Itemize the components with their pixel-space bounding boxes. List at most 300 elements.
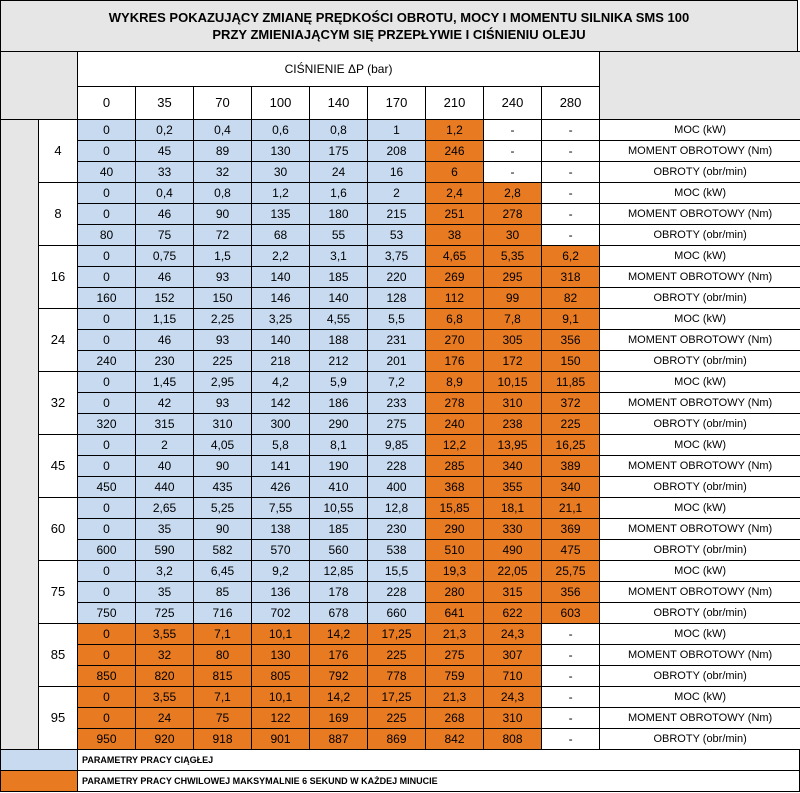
table-cell: 230 [368, 519, 426, 540]
table-cell: 80 [78, 225, 136, 246]
flow-value: 4 [39, 120, 78, 183]
table-cell: 172 [484, 351, 542, 372]
table-cell: 225 [368, 708, 426, 729]
table-cell: - [542, 183, 600, 204]
table-cell: 75 [136, 225, 194, 246]
table-cell: - [542, 120, 600, 141]
table-cell: 99 [484, 288, 542, 309]
table-cell: 0,8 [194, 183, 252, 204]
pressure-col-header: 240 [484, 87, 542, 120]
table-cell: 2,95 [194, 372, 252, 393]
table-cell: 355 [484, 477, 542, 498]
flow-value: 24 [39, 309, 78, 372]
table-cell: 0,4 [136, 183, 194, 204]
unit-label: OBROTY (obr/min) [600, 351, 800, 372]
table-cell: 12,8 [368, 498, 426, 519]
table-cell: 1,2 [426, 120, 484, 141]
flow-value: 16 [39, 246, 78, 309]
table-cell: 0 [78, 204, 136, 225]
table-cell: 141 [252, 456, 310, 477]
table-cell: 8,9 [426, 372, 484, 393]
table-cell: 805 [252, 666, 310, 687]
table-row [1, 540, 800, 561]
table-cell: 178 [310, 582, 368, 603]
table-cell: 0,4 [194, 120, 252, 141]
chart-title [0, 0, 798, 51]
table-cell: 190 [310, 456, 368, 477]
table-cell: 410 [310, 477, 368, 498]
table-cell: 280 [426, 582, 484, 603]
table-cell: 450 [78, 477, 136, 498]
table-cell: 30 [484, 225, 542, 246]
table-cell: 560 [310, 540, 368, 561]
table-cell: 89 [194, 141, 252, 162]
table-cell: - [542, 729, 600, 750]
table-cell: 9,2 [252, 561, 310, 582]
table-cell: 0 [78, 687, 136, 708]
table-cell: 6,45 [194, 561, 252, 582]
table-cell: 7,1 [194, 624, 252, 645]
table-cell: 160 [78, 288, 136, 309]
table-cell: 435 [194, 477, 252, 498]
table-cell: 7,55 [252, 498, 310, 519]
table-cell: 0 [78, 246, 136, 267]
table-cell: 3,55 [136, 624, 194, 645]
unit-label: MOC (kW) [600, 687, 800, 708]
table-cell: 10,15 [484, 372, 542, 393]
table-cell: 475 [542, 540, 600, 561]
table-cell: 901 [252, 729, 310, 750]
unit-label: MOMENT OBROTOWY (Nm) [600, 267, 800, 288]
table-cell: - [542, 708, 600, 729]
table-cell: 0 [78, 561, 136, 582]
table-cell: - [542, 645, 600, 666]
table-cell: 750 [78, 603, 136, 624]
flow-axis-cell [1, 120, 39, 750]
table-cell: 4,2 [252, 372, 310, 393]
table-cell: 6,8 [426, 309, 484, 330]
table-cell: 53 [368, 225, 426, 246]
table-cell: 140 [310, 288, 368, 309]
unit-label: MOC (kW) [600, 372, 800, 393]
table-cell: 201 [368, 351, 426, 372]
table-cell: 340 [484, 456, 542, 477]
legend-text-intermittent: PARAMETRY PRACY CHWILOWEJ MAKSYMALNIE 6 SEKUND W KAŻDEJ MINUCIE [78, 771, 800, 792]
table-cell: 290 [426, 519, 484, 540]
table-row [1, 351, 800, 372]
table-cell: 128 [368, 288, 426, 309]
table-cell: 112 [426, 288, 484, 309]
table-cell: 22,05 [484, 561, 542, 582]
table-cell: 275 [368, 414, 426, 435]
table-cell: - [484, 162, 542, 183]
table-row [1, 687, 800, 708]
table-cell: 0 [78, 330, 136, 351]
table-cell: 850 [78, 666, 136, 687]
unit-label: MOMENT OBROTOWY (Nm) [600, 393, 800, 414]
table-cell: 278 [426, 393, 484, 414]
table-cell: 920 [136, 729, 194, 750]
table-cell: 759 [426, 666, 484, 687]
table-cell: 42 [136, 393, 194, 414]
legend-swatch-intermittent [1, 771, 78, 792]
performance-table [0, 51, 800, 750]
table-cell: - [484, 141, 542, 162]
title-line-2: PRZY ZMIENIAJĄCYM SIĘ PRZEPŁYWIE I CIŚNIENIU OLEJU [212, 27, 586, 42]
table-cell: - [542, 204, 600, 225]
table-cell: 0 [78, 582, 136, 603]
table-cell: 169 [310, 708, 368, 729]
table-cell: 40 [136, 456, 194, 477]
table-cell: 122 [252, 708, 310, 729]
table-cell: 46 [136, 330, 194, 351]
table-cell: 7,2 [368, 372, 426, 393]
unit-label: OBROTY (obr/min) [600, 603, 800, 624]
table-cell: 225 [194, 351, 252, 372]
table-cell: 5,9 [310, 372, 368, 393]
table-cell: 225 [368, 645, 426, 666]
table-cell: 150 [194, 288, 252, 309]
table-cell: 0 [78, 183, 136, 204]
table-row [1, 225, 800, 246]
table-cell: 85 [194, 582, 252, 603]
table-cell: 135 [252, 204, 310, 225]
unit-label: OBROTY (obr/min) [600, 288, 800, 309]
table-cell: - [542, 687, 600, 708]
flow-value: 60 [39, 498, 78, 561]
table-cell: 7,1 [194, 687, 252, 708]
legend-swatch-continuous [1, 750, 78, 771]
table-cell: 3,75 [368, 246, 426, 267]
table-cell: 315 [484, 582, 542, 603]
legend [0, 749, 800, 792]
table-cell: 7,8 [484, 309, 542, 330]
table-cell: 176 [426, 351, 484, 372]
table-cell: 15,5 [368, 561, 426, 582]
unit-label: MOC (kW) [600, 309, 800, 330]
table-cell: 0 [78, 309, 136, 330]
table-cell: 622 [484, 603, 542, 624]
table-cell: 710 [484, 666, 542, 687]
unit-label: OBROTY (obr/min) [600, 162, 800, 183]
table-row [1, 519, 800, 540]
table-cell: 75 [194, 708, 252, 729]
table-cell: 5,8 [252, 435, 310, 456]
table-cell: 24 [310, 162, 368, 183]
table-cell: 0 [78, 645, 136, 666]
table-cell: 10,55 [310, 498, 368, 519]
table-cell: 46 [136, 267, 194, 288]
table-cell: 820 [136, 666, 194, 687]
table-cell: 230 [136, 351, 194, 372]
table-cell: 0,75 [136, 246, 194, 267]
table-cell: 10,1 [252, 687, 310, 708]
table-cell: 142 [252, 393, 310, 414]
table-cell: 238 [484, 414, 542, 435]
table-cell: 130 [252, 645, 310, 666]
table-cell: 24 [136, 708, 194, 729]
table-cell: 14,2 [310, 687, 368, 708]
table-cell: 0,8 [310, 120, 368, 141]
table-cell: 678 [310, 603, 368, 624]
table-cell: 5,25 [194, 498, 252, 519]
table-cell: - [542, 162, 600, 183]
table-cell: 246 [426, 141, 484, 162]
unit-label: MOMENT OBROTOWY (Nm) [600, 204, 800, 225]
table-cell: 4,65 [426, 246, 484, 267]
table-cell: 68 [252, 225, 310, 246]
table-cell: 369 [542, 519, 600, 540]
table-row [1, 288, 800, 309]
flow-value: 8 [39, 183, 78, 246]
table-cell: 2,65 [136, 498, 194, 519]
table-cell: 702 [252, 603, 310, 624]
pressure-col-header: 35 [136, 87, 194, 120]
pressure-col-header: 0 [78, 87, 136, 120]
table-cell: 45 [136, 141, 194, 162]
table-cell: 90 [194, 519, 252, 540]
unit-label: OBROTY (obr/min) [600, 729, 800, 750]
table-cell: 11,85 [542, 372, 600, 393]
table-cell: - [542, 141, 600, 162]
table-cell: 231 [368, 330, 426, 351]
unit-label: MOMENT OBROTOWY (Nm) [600, 456, 800, 477]
table-cell: - [542, 624, 600, 645]
table-cell: 918 [194, 729, 252, 750]
table-cell: 185 [310, 267, 368, 288]
table-cell: 0 [78, 498, 136, 519]
pressure-col-header: 280 [542, 87, 600, 120]
table-cell: 0 [78, 141, 136, 162]
table-cell: 808 [484, 729, 542, 750]
table-cell: 82 [542, 288, 600, 309]
table-row [1, 708, 800, 729]
table-cell: 90 [194, 204, 252, 225]
table-cell: 3,25 [252, 309, 310, 330]
table-cell: 220 [368, 267, 426, 288]
table-cell: 600 [78, 540, 136, 561]
table-row [1, 624, 800, 645]
table-cell: 716 [194, 603, 252, 624]
table-cell: 0 [78, 393, 136, 414]
table-cell: 180 [310, 204, 368, 225]
pressure-col-header: 170 [368, 87, 426, 120]
table-cell: 150 [542, 351, 600, 372]
table-row [1, 435, 800, 456]
table-cell: 146 [252, 288, 310, 309]
table-cell: 30 [252, 162, 310, 183]
table-cell: 4,55 [310, 309, 368, 330]
table-cell: 15,85 [426, 498, 484, 519]
table-cell: 1,2 [252, 183, 310, 204]
table-cell: 186 [310, 393, 368, 414]
table-cell: 2 [136, 435, 194, 456]
table-cell: 3,55 [136, 687, 194, 708]
table-cell: 603 [542, 603, 600, 624]
table-cell: 2,4 [426, 183, 484, 204]
table-cell: 869 [368, 729, 426, 750]
table-cell: 0 [78, 120, 136, 141]
table-row [1, 204, 800, 225]
flow-value: 32 [39, 372, 78, 435]
table-row [1, 141, 800, 162]
flow-value: 75 [39, 561, 78, 624]
table-cell: 582 [194, 540, 252, 561]
table-cell: 778 [368, 666, 426, 687]
table-row [1, 309, 800, 330]
table-cell: 9,1 [542, 309, 600, 330]
table-cell: 8,1 [310, 435, 368, 456]
unit-label: MOMENT OBROTOWY (Nm) [600, 708, 800, 729]
table-cell: 55 [310, 225, 368, 246]
table-cell: 307 [484, 645, 542, 666]
table-cell: 300 [252, 414, 310, 435]
table-row [1, 246, 800, 267]
table-cell: 538 [368, 540, 426, 561]
table-cell: 285 [426, 456, 484, 477]
table-cell: 792 [310, 666, 368, 687]
table-cell: 310 [484, 708, 542, 729]
table-cell: 4,05 [194, 435, 252, 456]
table-cell: 93 [194, 330, 252, 351]
table-row [1, 162, 800, 183]
table-row [1, 414, 800, 435]
unit-label: MOMENT OBROTOWY (Nm) [600, 519, 800, 540]
table-cell: 320 [78, 414, 136, 435]
table-cell: 208 [368, 141, 426, 162]
table-cell: 440 [136, 477, 194, 498]
table-cell: 6,2 [542, 246, 600, 267]
table-cell: 268 [426, 708, 484, 729]
table-cell: 2,2 [252, 246, 310, 267]
table-row [1, 666, 800, 687]
table-cell: 2 [368, 183, 426, 204]
unit-label: MOC (kW) [600, 183, 800, 204]
pressure-col-header: 140 [310, 87, 368, 120]
table-cell: 1,6 [310, 183, 368, 204]
table-cell: 38 [426, 225, 484, 246]
table-cell: 140 [252, 267, 310, 288]
table-cell: 330 [484, 519, 542, 540]
corner-cell [1, 52, 78, 120]
table-cell: 269 [426, 267, 484, 288]
unit-header-cell [600, 52, 800, 120]
unit-label: OBROTY (obr/min) [600, 540, 800, 561]
table-cell: 0 [78, 456, 136, 477]
unit-label: MOC (kW) [600, 120, 800, 141]
table-cell: 0,2 [136, 120, 194, 141]
table-cell: 14,2 [310, 624, 368, 645]
table-cell: 215 [368, 204, 426, 225]
table-cell: 140 [252, 330, 310, 351]
table-row [1, 477, 800, 498]
table-cell: 6 [426, 162, 484, 183]
table-cell: 426 [252, 477, 310, 498]
table-cell: 1,5 [194, 246, 252, 267]
table-row [1, 582, 800, 603]
table-cell: 218 [252, 351, 310, 372]
table-cell: 0 [78, 372, 136, 393]
table-cell: 225 [542, 414, 600, 435]
table-cell: 93 [194, 267, 252, 288]
table-cell: 233 [368, 393, 426, 414]
table-cell: 16 [368, 162, 426, 183]
table-cell: 130 [252, 141, 310, 162]
table-cell: 138 [252, 519, 310, 540]
table-cell: 1,15 [136, 309, 194, 330]
title-line-1: WYKRES POKAZUJĄCY ZMIANĘ PRĘDKOŚCI OBROTU, MOCY I MOMENTU SILNIKA SMS 100 [108, 10, 690, 25]
table-cell: 0 [78, 624, 136, 645]
flow-value: 95 [39, 687, 78, 750]
table-cell: 16,25 [542, 435, 600, 456]
unit-label: MOMENT OBROTOWY (Nm) [600, 141, 800, 162]
table-row [1, 498, 800, 519]
table-cell: 5,35 [484, 246, 542, 267]
table-cell: 5,5 [368, 309, 426, 330]
table-cell: 93 [194, 393, 252, 414]
unit-label: OBROTY (obr/min) [600, 414, 800, 435]
table-cell: 590 [136, 540, 194, 561]
table-cell: 80 [194, 645, 252, 666]
table-cell: 35 [136, 519, 194, 540]
table-cell: 0 [78, 519, 136, 540]
table-cell: 310 [484, 393, 542, 414]
table-row [1, 267, 800, 288]
table-cell: 32 [194, 162, 252, 183]
table-cell: 240 [426, 414, 484, 435]
unit-label: OBROTY (obr/min) [600, 666, 800, 687]
table-cell: 315 [136, 414, 194, 435]
table-cell: 660 [368, 603, 426, 624]
unit-label: MOC (kW) [600, 624, 800, 645]
table-cell: 815 [194, 666, 252, 687]
flow-value: 85 [39, 624, 78, 687]
table-cell: - [484, 120, 542, 141]
table-cell: 0 [78, 708, 136, 729]
table-cell: 228 [368, 582, 426, 603]
table-cell: 251 [426, 204, 484, 225]
table-row [1, 645, 800, 666]
table-cell: 175 [310, 141, 368, 162]
table-cell: 46 [136, 204, 194, 225]
table-row [1, 456, 800, 477]
table-cell: 24,3 [484, 687, 542, 708]
table-cell: 641 [426, 603, 484, 624]
flow-value: 45 [39, 435, 78, 498]
unit-label: MOC (kW) [600, 561, 800, 582]
table-cell: 72 [194, 225, 252, 246]
table-cell: 1 [368, 120, 426, 141]
table-cell: 356 [542, 582, 600, 603]
table-cell: 33 [136, 162, 194, 183]
table-cell: 842 [426, 729, 484, 750]
table-cell: 368 [426, 477, 484, 498]
table-row [1, 603, 800, 624]
table-cell: 305 [484, 330, 542, 351]
unit-label: MOMENT OBROTOWY (Nm) [600, 582, 800, 603]
table-cell: 185 [310, 519, 368, 540]
table-row [1, 183, 800, 204]
table-cell: 356 [542, 330, 600, 351]
table-cell: 310 [194, 414, 252, 435]
table-cell: 0 [78, 435, 136, 456]
unit-label: MOMENT OBROTOWY (Nm) [600, 330, 800, 351]
table-cell: 400 [368, 477, 426, 498]
table-cell: 21,3 [426, 687, 484, 708]
unit-label: MOC (kW) [600, 246, 800, 267]
table-cell: 270 [426, 330, 484, 351]
table-cell: 3,2 [136, 561, 194, 582]
